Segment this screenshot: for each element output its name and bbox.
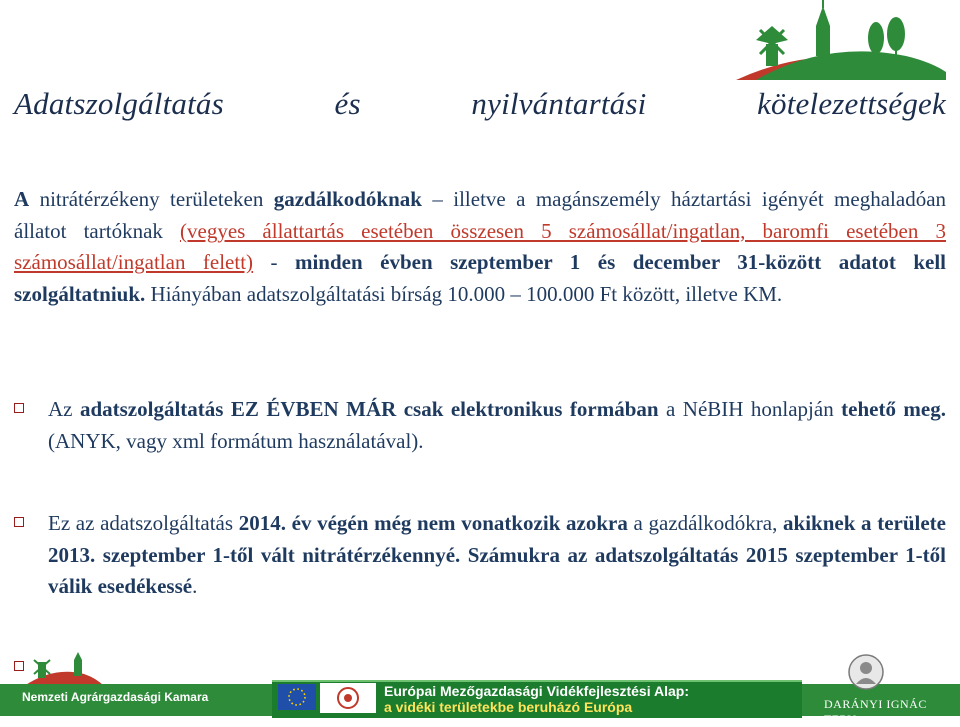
bullet-text-part: (ANYK, vagy xml formátum használatával). <box>48 428 424 453</box>
paragraph-text: – illetve a magánszemély háztartási igényét meghaladóan állatot tartóknak <box>14 187 947 243</box>
village-windmill-logo <box>736 0 946 80</box>
paragraph-text: A <box>14 187 30 211</box>
intro-paragraph <box>14 184 946 310</box>
bullet-item <box>14 508 946 603</box>
eu-flag-icon <box>278 684 316 710</box>
paragraph-text: nitrátérzékeny területeken <box>29 187 274 211</box>
title-word: kötelezettségek <box>757 86 946 121</box>
paragraph-text: Hiányában adatszolgáltatási bírság 10.000 – 100.000 Ft között, illetve KM. <box>145 281 783 306</box>
bullet-text-part: Ez az adatszolgáltatás <box>48 511 239 535</box>
title-word: nyilvántartási <box>471 86 647 121</box>
bullet-text-part: a NéBIH honlapján <box>658 397 842 421</box>
bullet-text-part: Az <box>48 397 80 421</box>
bullet-text <box>48 508 946 603</box>
title-word: Adatszolgáltatás <box>14 86 224 121</box>
bullet-square-icon <box>14 661 24 671</box>
bullet-text-part: tehető meg. <box>841 397 946 421</box>
paragraph-red-text: (vegyes állattartás esetében összesen 5 számosállat/ingatlan, baromfi esetében 3 számosállat/ingatlan felett) <box>14 218 946 274</box>
bullet-text-part: . <box>192 574 198 598</box>
bullet-square-icon <box>14 517 24 527</box>
paragraph-bold-text: minden évben szeptember 1 és december 31-között adatot kell szolgáltatniuk. <box>14 250 947 306</box>
bullet-text-part: 2014. év végén még nem vonatkozik azokra <box>238 511 628 535</box>
bullet-text-part: adatszolgáltatás EZ ÉVBEN MÁR csak elektronikus formában <box>79 397 659 421</box>
nak-label: Nemzeti Agrárgazdasági Kamara <box>22 690 209 704</box>
bullet-square-icon <box>14 403 24 413</box>
nak-logo <box>24 652 104 686</box>
eu-funding-line2: a vidéki területekbe beruházó Európa <box>384 699 633 715</box>
daranyi-portrait-logo <box>848 654 884 690</box>
bullet-text <box>48 394 946 457</box>
bullet-text-part: akiknek a területe 2013. szeptember 1-től vált nitrátérzékennyé. Számukra az adatszolgáltatás 2015 szeptember 1-től válik esedékessé <box>48 511 947 598</box>
paragraph-text: - <box>253 250 295 274</box>
bullet-text-part: a gazdálkodókra, <box>627 511 784 535</box>
bullet-item <box>14 394 946 457</box>
page-title <box>14 86 946 122</box>
daranyi-plan-label: DARÁNYI IGNÁC TERV <box>824 697 927 726</box>
eu-emblem-icon <box>320 683 376 713</box>
paragraph-text: gazdálkodóknak <box>273 187 422 211</box>
eu-funding-line1: Európai Mezőgazdasági Vidékfejlesztési Alap: <box>384 683 689 699</box>
title-word: és <box>334 86 361 121</box>
